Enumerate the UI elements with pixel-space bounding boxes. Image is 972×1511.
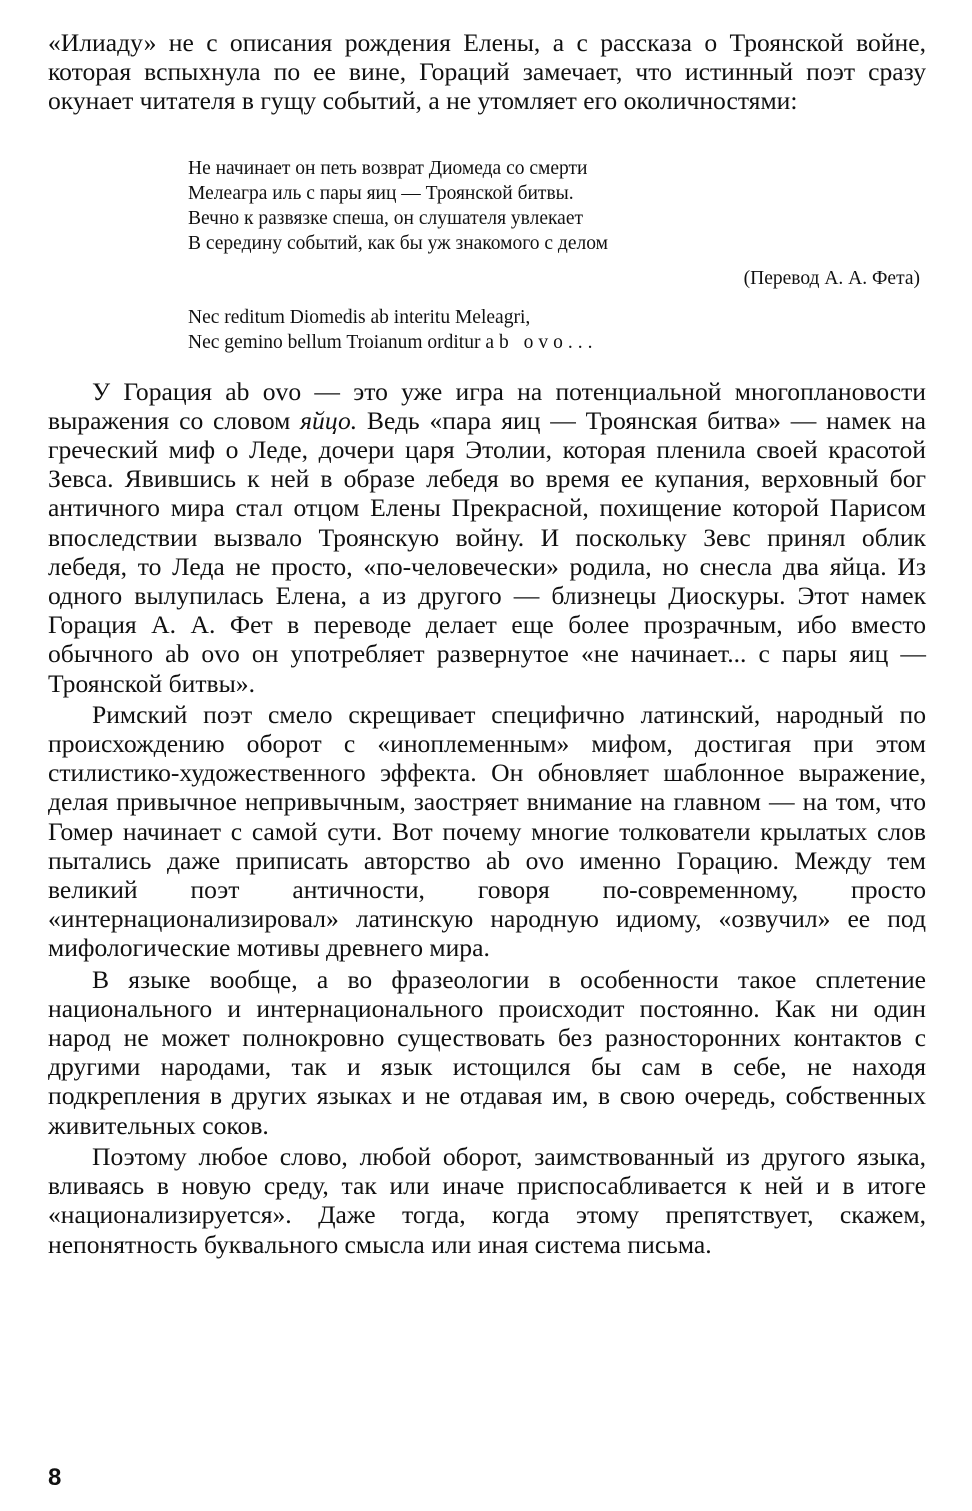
latin-line [188,330,926,355]
italic-word: яйцо. [300,405,358,435]
page-number: 8 [48,1464,62,1491]
verse-line: Мелеагра иль с пары яиц — Троянской битвы. [188,182,574,204]
paragraph-roman-poet: Римский поэт смело скрещивает специфично латинский, народный по происхождению оборот с «иноплеменным» мифом, достигая при этом стилистико-художественного эффекта. Он обновляет шаблонное выражение, делая привычное непривычным, заостряет внимание на главном — на том, что Гомер начинает с самой сути. Вот почему многие толкователи крылатых слов пытались даже приписать авторство ab ovo именно Горацию. Между тем великий поэт античности, говоря по-современному, просто «интернационализировал» латинскую народную идиому, «озвучил» ее под мифологические мотивы древнего мира. [48,699,926,963]
verse-quote [188,156,926,256]
paragraph-language-phraseology: В языке вообще, а во фразеологии в особенности такое сплетение национального и интернационального происходит постоянно. Как ни один народ не может полнокровно существовать без разносторонних контактов с другими народами, так и язык истощился бы сам в себе, не находя подкрепления в других языках и не отдавая им, в свою очередь, собственных живительных соков. [48,964,926,1140]
verse-line: Не начинает он петь возврат Диомеда со смерти [188,157,588,179]
verse-line: В середину событий, как бы уж знакомого с делом [188,232,608,254]
paragraph-horace-ab-ovo [48,377,926,698]
paragraph-text: Ведь «пара яиц — Троянская битва» — намек на греческий миф о Леде, дочери царя Этолии, которая пленила своей красотой Зевса. Явившись к ней в образе лебедя во время ее купания, верховный бог античного мира стал отцом Елены Прекрасной, похищение которой Парисом впоследствии вызвало Троянскую войну. И поскольку Зевс принял облик лебедя, то Леда не просто, «по-человечески» родила, но снесла два яйца. Из одного вылупилась Елена, а из другого — близнецы Диоскуры. Этот намек Горация А. А. Фет в переводе делает еще более прозрачным, ибо вместо обычного ab ovo он употребляет развернутое «не начинает... с пары яиц — Троянской битвы». [48,405,926,698]
intro-paragraph: «Илиаду» не с описания рождения Елены, а с рассказа о Троянской войне, которая вспыхнула по ее вине, Гораций замечает, что истинный поэт сразу окунает читателя в гущу событий, а не утомляет его околичностями: [48,28,926,116]
paragraph-text: У Горация ab ovo — это уже игра на потенциальной многоплановости выражения со словом [48,376,926,435]
page-content [48,28,926,1259]
paragraph-borrowed-words: Поэтому любое слово, любой оборот, заимствованный из другого языка, вливаясь в новую среду, так или иначе приспосабливается к ней и в итоге «национализируется». Даже тогда, когда этому препятствует, скажем, непонятность буквального смысла или иная система письма. [48,1141,926,1259]
latin-quote [188,305,926,355]
verse-line: Вечно к развязке спеша, он слушателя увлекает [188,207,584,229]
translation-attribution: (Перевод А. А. Фета) [743,267,920,289]
latin-line-prefix: Nec gemino bellum Troianum orditur [188,331,481,353]
latin-line: Nec reditum Diomedis ab interitu Meleagri, [188,306,531,328]
latin-spaced-phrase: ab ovo... [485,331,598,353]
